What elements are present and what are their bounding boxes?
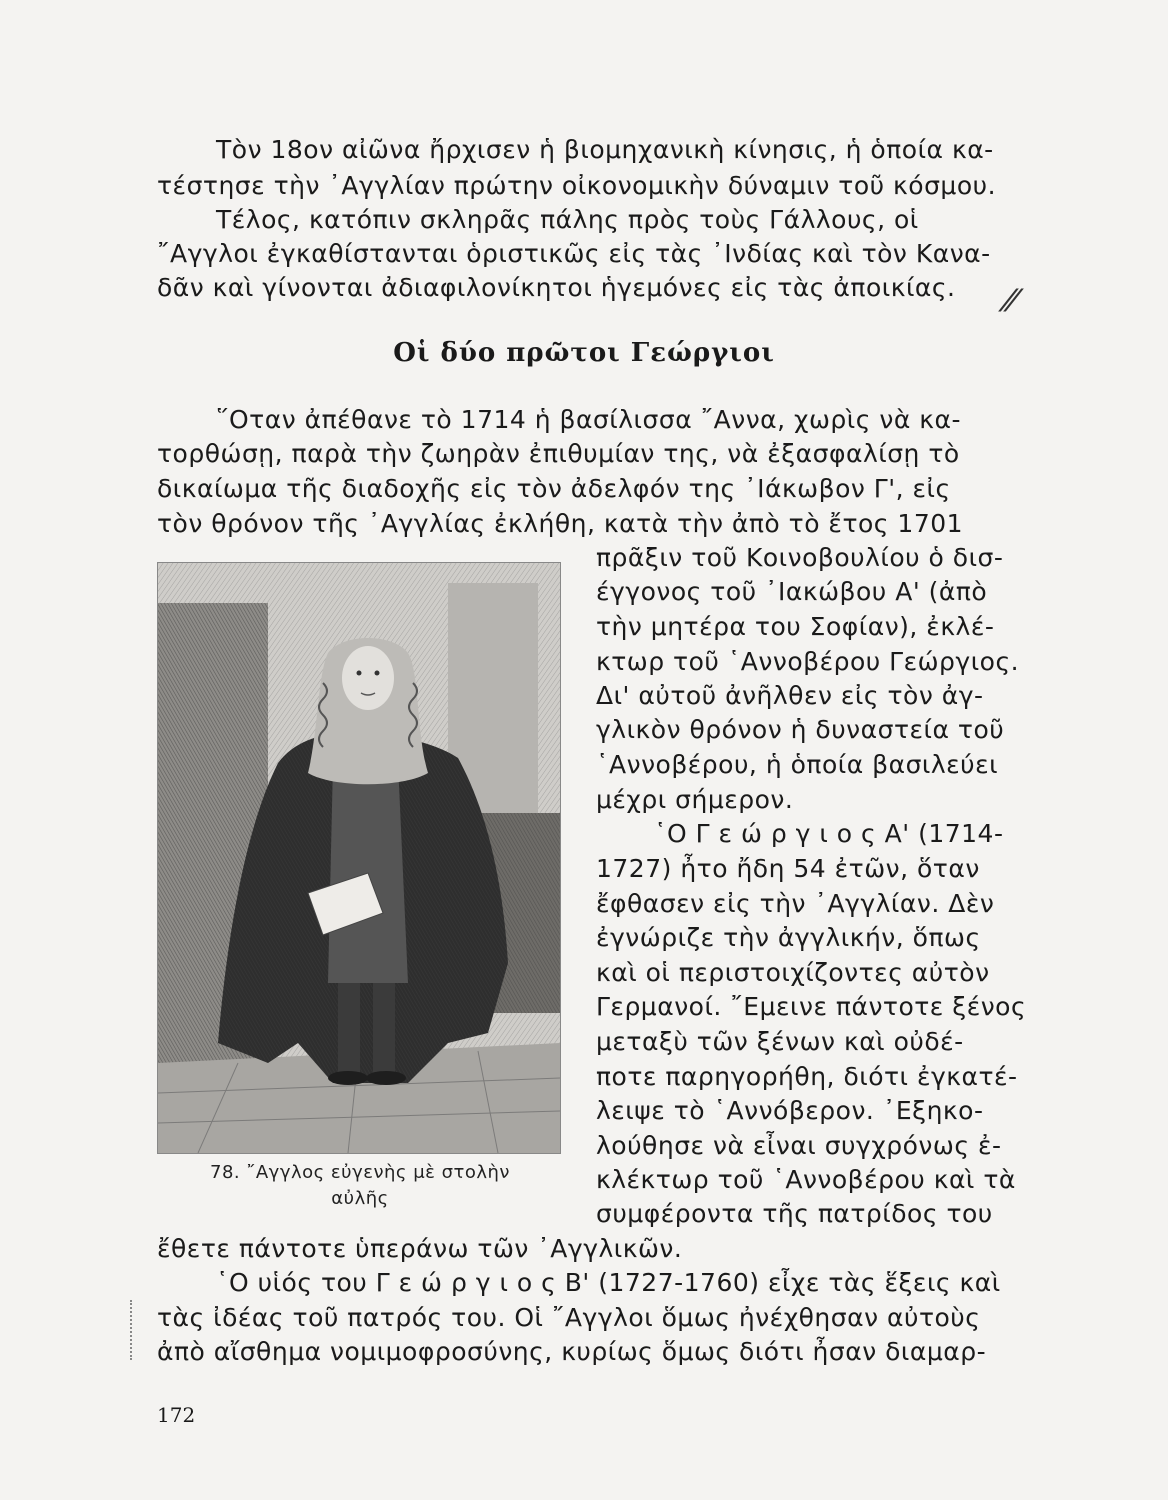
text-line: τὰς ἰδέας τοῦ πατρός του. Οἱ ῎Αγγλοι ὅμως ἠνέχθησαν αὐτοὺς (157, 1303, 981, 1332)
text-line: μέχρι σήμερον. (596, 785, 794, 814)
text-line: τορθώσῃ, παρὰ τὴν ζωηρὰν ἐπιθυμίαν της, νὰ ἐξασφαλίσῃ τὸ (157, 439, 960, 468)
text-line: ῾Ο υἱός του Γ ε ώ ρ γ ι ο ς Β' (1727-1760) εἶχε τὰς ἕξεις καὶ (216, 1268, 1001, 1297)
text-line: Τὸν 18ον αἰῶνα ἤρχισεν ἡ βιομηχανικὴ κίνησις, ἡ ὁποία κα- (216, 135, 994, 164)
caption-line: αὐλῆς (331, 1188, 389, 1209)
text-line: συμφέροντα τῆς πατρίδος του (596, 1199, 993, 1228)
engraving-illustration (157, 562, 561, 1154)
text-line: ἀπὸ αἴσθημα νομιμοφροσύνης, κυρίως ὅμως διότι ἦσαν διαμαρ- (157, 1337, 987, 1366)
text-line: τέστησε τὴν ᾿Αγγλίαν πρώτην οἰκονομικὴν δύναμιν τοῦ κόσμου. (157, 171, 997, 200)
text-line: κτωρ τοῦ ῾Αννοβέρου Γεώργιος. (596, 647, 1020, 676)
page-number: 172 (157, 1403, 196, 1427)
text-line: Τέλος, κατόπιν σκληρᾶς πάλης πρὸς τοὺς Γάλλους, οἱ (216, 205, 919, 234)
text-line: ἔθετε πάντοτε ὑπεράνω τῶν ᾿Αγγλικῶν. (157, 1234, 683, 1263)
text-line: τὴν μητέρα του Σοφίαν), ἐκλέ- (596, 612, 995, 641)
caption-line: 78. ῎Αγγλος εὐγενὴς μὲ στολὴν (210, 1162, 510, 1183)
text-line: Δι' αὐτοῦ ἀνῆλθεν εἰς τὸν ἀγ- (596, 681, 984, 710)
text-line: Γερμανοί. ῎Εμεινε πάντοτε ξένος (596, 992, 1027, 1021)
text-line: ῾Αννοβέρου, ἡ ὁποία βασιλεύει (596, 750, 999, 779)
text-line: λούθησε νὰ εἶναι συγχρόνως ἐ- (596, 1131, 1002, 1160)
text-line: δᾶν καὶ γίνονται ἀδιαφιλονίκητοι ἡγεμόνες εἰς τὰς ἀποικίας. (157, 273, 956, 302)
handwritten-margin-mark: ⁄⁄ (1006, 284, 1017, 319)
text-line: έγγονος τοῦ ᾿Ιακώβου Α' (ἀπὸ (596, 577, 988, 606)
nobleman-portrait-graphic (158, 563, 560, 1153)
text-line: μεταξὺ τῶν ξένων καὶ οὐδέ- (596, 1027, 964, 1056)
text-line: ῾Ο Γ ε ώ ρ γ ι ο ς Α' (1714- (654, 819, 1004, 848)
text-line: ποτε παρηγορήθη, διότι ἐγκατέ- (596, 1062, 1018, 1091)
text-line: λειψε τὸ ῾Αννόβερον. ᾿Εξηκο- (596, 1096, 984, 1125)
text-line: ῞Οταν ἀπέθανε τὸ 1714 ἡ βασίλισσα ῎Αννα, χωρὶς νὰ κα- (216, 405, 961, 434)
section-heading: Οἱ δύο πρῶτοι Γεώργιοι (393, 338, 775, 368)
text-line: τὸν θρόνον τῆς ᾿Αγγλίας ἐκλήθη, κατὰ τὴν ἀπὸ τὸ ἔτος 1701 (157, 509, 964, 538)
text-line: ῎Αγγλοι ἐγκαθίστανται ὁριστικῶς εἰς τὰς ᾿Ινδίας καὶ τὸν Κανα- (157, 239, 991, 268)
text-line: δικαίωμα τῆς διαδοχῆς εἰς τὸν ἀδελφόν της ᾿Ιάκωβον Γ', εἰς (157, 474, 951, 503)
text-line: ἐγνώριζε τὴν ἀγγλικήν, ὅπως (596, 923, 981, 952)
text-line: καὶ οἱ περιστοιχίζοντες αὐτὸν (596, 958, 990, 987)
text-line: 1727) ἦτο ἤδη 54 ἐτῶν, ὅταν (596, 854, 980, 883)
text-line: πρᾶξιν τοῦ Κοινοβουλίου ὁ δισ- (596, 543, 1004, 572)
figure-caption (160, 1160, 560, 1212)
binding-holes (130, 1300, 134, 1360)
text-line: γλικὸν θρόνον ἡ δυναστεία τοῦ (596, 715, 1005, 744)
text-line: κλέκτωρ τοῦ ῾Αννοβέρου καὶ τὰ (596, 1165, 1016, 1194)
text-line: ἔφθασεν εἰς τὴν ᾿Αγγλίαν. Δὲν (596, 889, 995, 918)
